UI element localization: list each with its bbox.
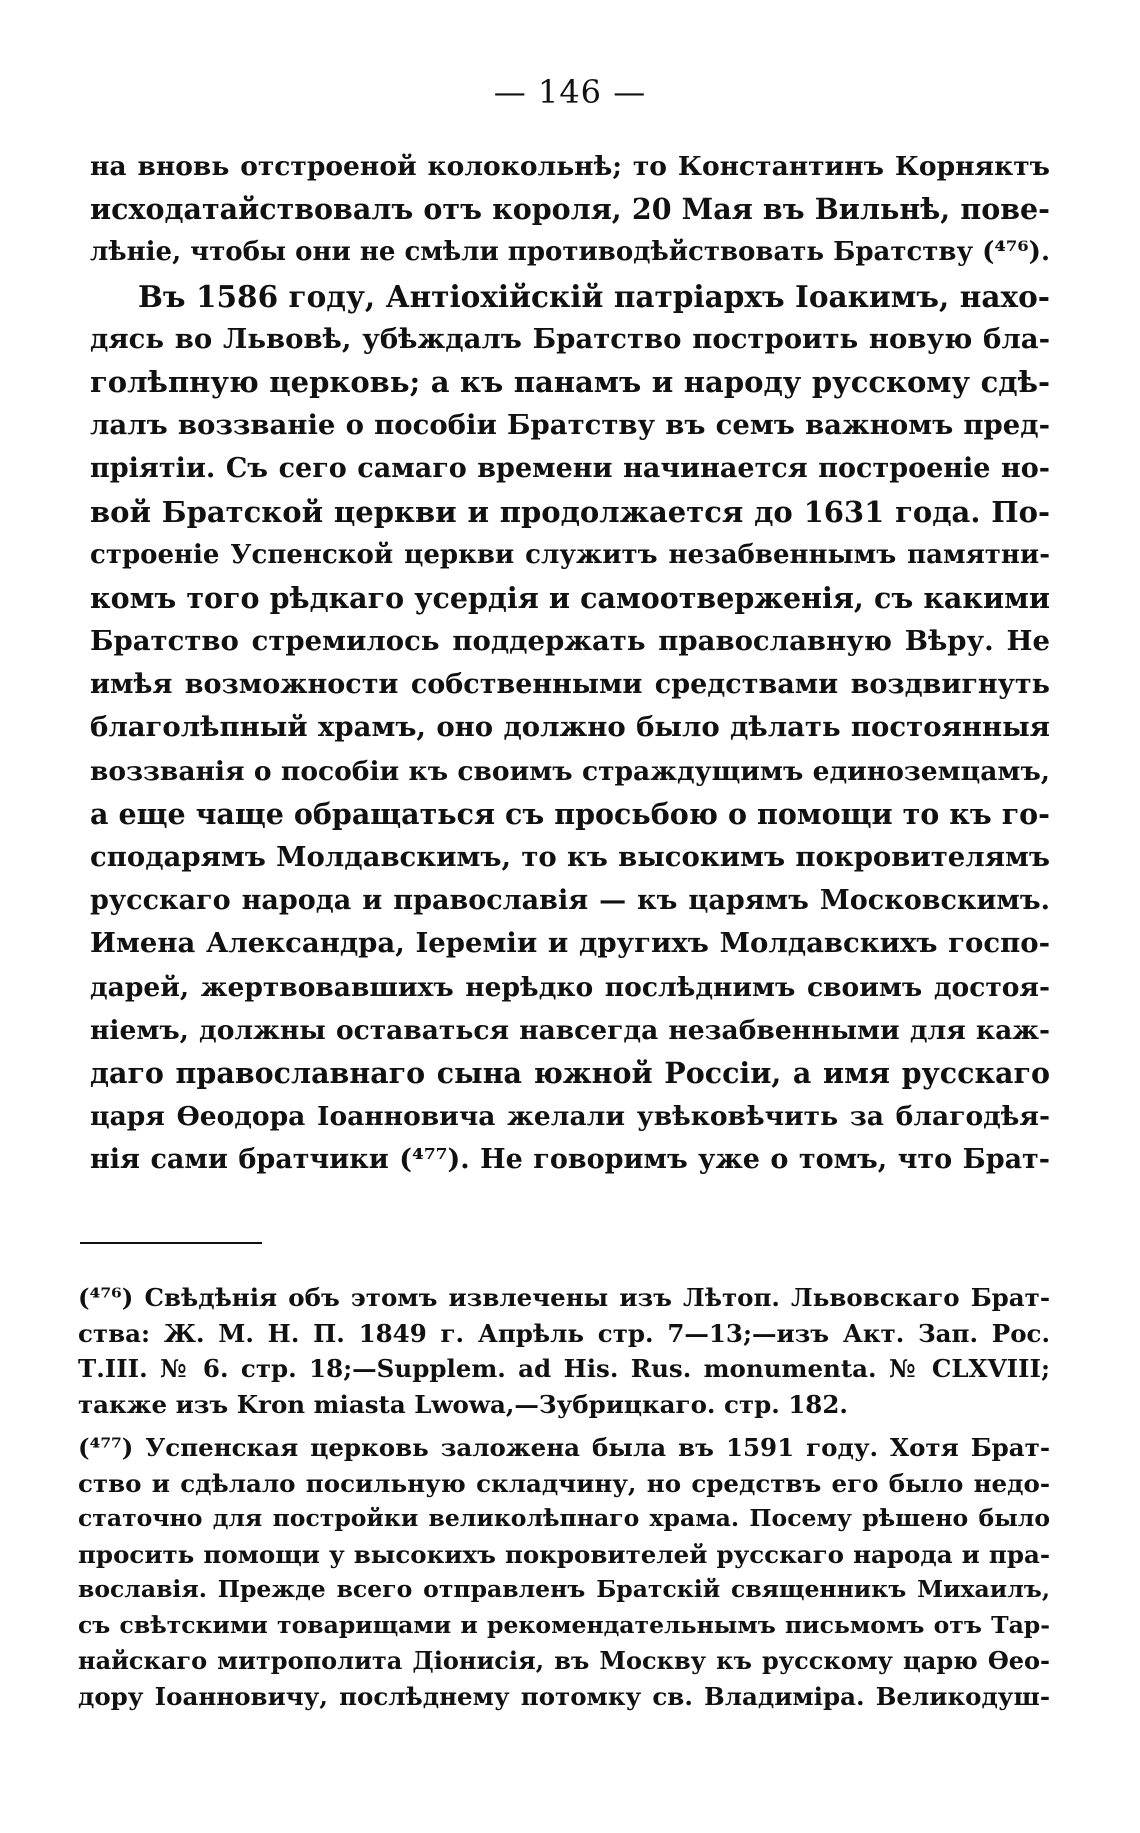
text-line: на вновь отстроеной колокольнѣ; то Константинъ Корняктъ <box>90 151 1050 182</box>
footnote-line: также изъ Kron miasta Lwowa,—Зубрицкаго. стр. 182. <box>78 1389 848 1419</box>
text-line: нія сами братчики (⁴⁷⁷). Не говоримъ уже о томъ, что Брат- <box>90 1144 1050 1176</box>
footnote-line: ство и сдѣлало посильную складчину, но средствъ его было недо- <box>78 1468 1050 1498</box>
footnote-line: ства: Ж. М. Н. П. 1849 г. Апрѣль стр. 7—13;—изъ Акт. Зап. Рос. <box>78 1318 1050 1348</box>
footnote-gap <box>78 1422 1050 1430</box>
text-line: даго православнаго сына южной Россіи, а имя русскаго <box>90 1055 1050 1090</box>
footnote-line: найскаго митрополита Діонисія, въ Москву къ русскому царю Өео- <box>78 1646 1050 1675</box>
text-line: Имена Александра, Іереміи и другихъ Молдавскихъ госпо- <box>90 927 1050 960</box>
footnote-line: (⁴⁷⁶) Свѣдѣнія объ этомъ извлечены изъ Лѣтоп. Львовскаго Брат- <box>78 1283 1050 1312</box>
text-line: дясь во Львовѣ, убѣждалъ Братство построить новую бла- <box>90 322 1050 355</box>
footnote-line: Т.III. № 6. стр. 18;—Supplem. ad His. Rus. monumenta. № CLXVIII; <box>78 1354 1050 1383</box>
text-line: а еще чаще обращаться съ просьбою о помощи то къ го- <box>90 796 1050 831</box>
text-line: Братство стремилось поддержать православную Вѣру. Не <box>90 625 1050 658</box>
text-line: комъ того рѣдкаго усердія и самоотверженія, съ какими <box>90 580 1050 615</box>
text-line: голѣпную церковь; а къ панамъ и народу русскому сдѣ- <box>90 364 1050 399</box>
footnote-divider <box>80 1242 262 1244</box>
footnotes <box>78 1280 1050 1714</box>
text-line: Въ 1586 году, Антіохійскій патріархъ Іоакимъ, нахо- <box>138 278 1050 314</box>
text-line: ніемъ, должны оставаться навсегда незабвенными для каж- <box>90 1014 1050 1046</box>
text-line: русскаго народа и православія — къ царямъ Московскимъ. <box>90 885 1050 917</box>
text-line: пріятіи. Съ сего самаго времени начинается построеніе но- <box>90 453 1050 485</box>
text-line: вой Братской церкви и продолжается до 1631 года. По- <box>90 494 1050 529</box>
text-line: имѣя возможности собственными средствами воздвигнуть <box>90 669 1050 701</box>
text-line: лалъ воззваніе о пособіи Братству въ семъ важномъ пред- <box>90 409 1050 442</box>
footnote-477 <box>78 1430 1050 1714</box>
text-line: сподарямъ Молдавскимъ, то къ высокимъ покровителямъ <box>90 841 1050 873</box>
footnote-line: вославія. Прежде всего отправленъ Братскій священникъ Михаилъ, <box>78 1575 1050 1603</box>
text-line: строеніе Успенской церкви служитъ незабвеннымъ памятни- <box>90 539 1050 570</box>
text-line: воззванія о пособіи къ своимъ страждущимъ единоземцамъ, <box>90 755 1050 787</box>
footnote-line: (⁴⁷⁷) Успенская церковь заложена была въ 1591 году. Хотя Брат- <box>78 1433 1050 1462</box>
footnote-line: съ свѣтскими товарищами и рекомендательнымъ письмомъ отъ Тар- <box>78 1610 1050 1639</box>
footnote-476 <box>78 1280 1050 1422</box>
footnote-line: дору Іоанновичу, послѣднему потомку св. Владиміра. Великодуш- <box>78 1681 1050 1711</box>
footnote-line: просить помощи у высокихъ покровителей русскаго народа и пра- <box>78 1539 1050 1569</box>
text-line: дарей, жертвовавшихъ нерѣдко послѣднимъ своимъ достоя- <box>90 971 1050 1003</box>
text-line: лѣніе, чтобы они не смѣли противодѣйствовать Братству (⁴⁷⁶). <box>90 237 1050 268</box>
footnote-line: статочно для постройки великолѣпнаго храма. Посему рѣшено было <box>78 1504 1050 1532</box>
page-number: — 146 — <box>493 73 647 111</box>
text-line: исходатайствовалъ отъ короля, 20 Мая въ Вильнѣ, пове- <box>90 192 1050 227</box>
text-line: благолѣпный храмъ, оно должно было дѣлать постоянныя <box>90 711 1050 744</box>
text-line: царя Өеодора Іоанновича желали увѣковѣчить за благодѣя- <box>90 1101 1050 1133</box>
main-text <box>90 145 1050 1182</box>
